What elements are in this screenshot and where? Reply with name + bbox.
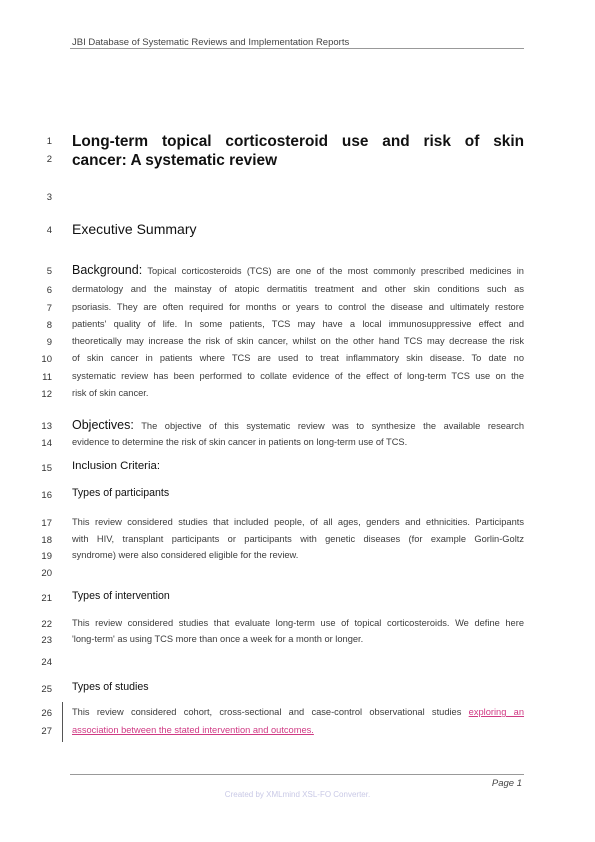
line-number: 8: [46, 320, 52, 331]
line-number: 16: [41, 490, 52, 501]
line-number: 26: [41, 708, 52, 719]
line-number: 3: [46, 192, 52, 203]
line-number: 25: [41, 684, 52, 695]
line-number: 10: [41, 354, 52, 365]
line-number: 17: [41, 518, 52, 529]
background-paragraph-line: theoretically may increase the risk of skin cancer, whilst on the other hand TCS may decrease the risk: [72, 336, 524, 346]
studies-paragraph-line: [72, 725, 524, 735]
background-label: Background:: [72, 263, 143, 277]
change-bar: [62, 702, 63, 742]
tracked-change-link[interactable]: association between the stated intervention and outcomes.: [72, 725, 314, 735]
intervention-heading: Types of intervention: [72, 590, 170, 602]
running-header: JBI Database of Systematic Reviews and Implementation Reports: [72, 37, 350, 48]
line-number: 21: [41, 593, 52, 604]
background-paragraph-line: psoriasis. They are often required for months or years to control the disease and ultimately restore: [72, 302, 524, 312]
page-number: Page 1: [491, 778, 522, 789]
header-rule: [70, 48, 524, 49]
line-number: 14: [41, 438, 52, 449]
line-number: 27: [41, 726, 52, 737]
line-number: 12: [41, 389, 52, 400]
objectives-paragraph-line: Objectives: The objective of this systematic review was to synthesize the available research: [72, 418, 525, 432]
background-paragraph-line: risk of skin cancer.: [72, 388, 149, 398]
line-number: 18: [41, 535, 52, 546]
line-number: 19: [41, 551, 52, 562]
line-number: 22: [41, 619, 52, 630]
line-number: 5: [46, 266, 52, 277]
participants-paragraph-line: syndrome) were also considered eligible for the review.: [72, 550, 299, 560]
objectives-label: Objectives:: [72, 418, 134, 432]
line-number: 13: [41, 421, 52, 432]
studies-heading: Types of studies: [72, 681, 149, 693]
line-number: 24: [41, 657, 52, 668]
studies-paragraph-line: This review considered cohort, cross-sectional and case-control observational studies exploring an: [72, 707, 525, 717]
footer-rule: [70, 774, 524, 775]
converter-watermark: Created by XMLmind XSL-FO Converter.: [224, 790, 371, 799]
background-paragraph-line: dermatology and the mainstay of atopic dermatitis treatment and other skin conditions such as: [72, 284, 524, 294]
background-paragraph-line: systematic review has been performed to collate evidence of the effect of long-term TCS use on the: [72, 371, 524, 381]
intervention-paragraph-line: 'long-term' as using TCS more than once a week for a month or longer.: [72, 634, 364, 644]
line-number: 6: [46, 285, 52, 296]
line-number: 9: [46, 337, 52, 348]
background-paragraph-line: of skin cancer in patients where TCS are used to treat inflammatory skin disease. To date no: [72, 353, 524, 363]
participants-heading: Types of participants: [72, 487, 170, 499]
paper-title-line-1: Long-term topical corticosteroid use and risk of skin: [72, 133, 524, 150]
objectives-paragraph-line: evidence to determine the risk of skin cancer in patients on long-term use of TCS.: [72, 437, 408, 447]
background-paragraph-line: Background: Topical corticosteroids (TCS) are one of the most commonly prescribed medicines in: [72, 263, 524, 277]
tracked-change-link[interactable]: exploring an: [468, 707, 525, 717]
background-paragraph-line: patients' quality of life. In some patients, TCS may have a local immunosuppressive effect and: [72, 319, 524, 329]
line-number: 2: [46, 154, 52, 165]
line-number: 23: [41, 635, 52, 646]
line-number: 15: [41, 463, 52, 474]
line-number: 1: [46, 136, 52, 147]
executive-summary-heading: Executive Summary: [72, 221, 197, 237]
line-number: 20: [41, 568, 52, 579]
participants-paragraph-line: This review considered studies that included people, of all ages, genders and ethnicities. Participants: [72, 517, 524, 527]
intervention-paragraph-line: This review considered studies that evaluate long-term use of topical corticosteroids. We define here: [72, 618, 524, 628]
paper-title-line-2: cancer: A systematic review: [72, 152, 278, 169]
line-number: 4: [46, 225, 52, 236]
participants-paragraph-line: with HIV, transplant participants or participants with genetic diseases (for example Gorlin-Goltz: [72, 534, 524, 544]
line-number: 7: [46, 303, 52, 314]
inclusion-criteria-heading: Inclusion Criteria:: [72, 460, 160, 472]
line-number: 11: [42, 372, 52, 383]
